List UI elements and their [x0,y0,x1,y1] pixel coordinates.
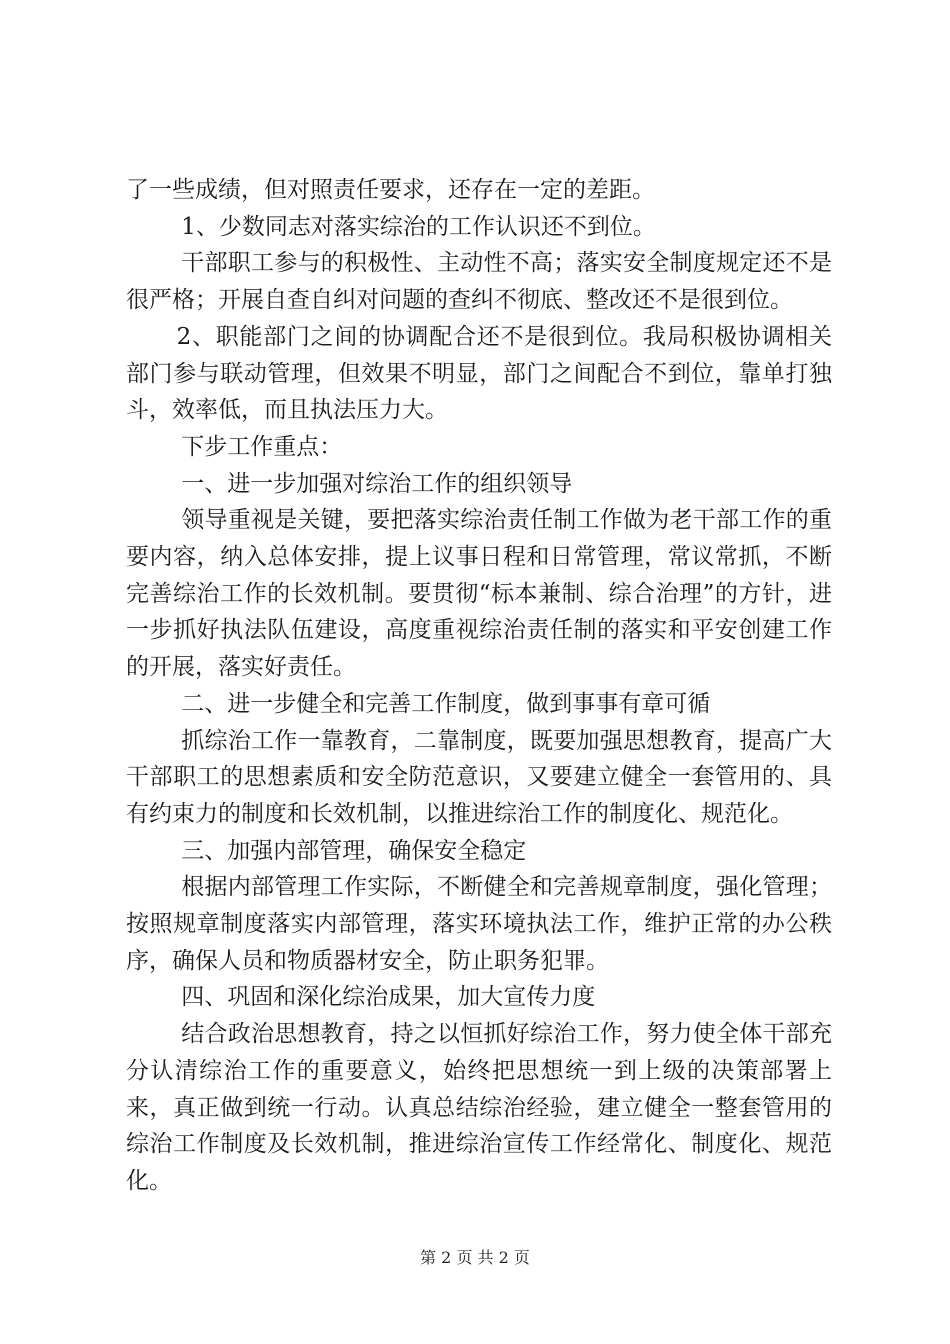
page-footer [0,1245,950,1268]
section-heading-4: 四、巩固和深化综治成果，加大宣传力度 [181,984,596,1011]
issue-heading-1: 1、少数同志对落实综治的工作认识还不到位。 [181,213,656,240]
paragraph-continuation: 了一些成绩，但对照责任要求，还存在一定的差距。 [126,177,655,203]
page-number-label: 第 2 页 共 2 页 [420,1248,530,1267]
section-heading-2: 二、进一步健全和完善工作制度，做到事事有章可循 [181,690,711,717]
section-paragraph-1: 领导重视是关键，要把落实综治责任制工作做为老干部工作的重要内容，纳入总体安排，提上议事日程和日常管理，常议常抓，不断完善综治工作的长效机制。要贯彻“标本兼制、综合治理”的方针，进一步抓好执法队伍建设，高度重视综治责任制的落实和平安创建工作的开展，落实好责任。 [126,507,832,681]
issue-heading-2: 2、职能部门之间的协调配合还不是很到位。我局积极协调相关部门参与联动管理，但效果不明显，部门之间配合不到位，靠单打独斗，效率低，而且执法压力大。 [126,323,832,424]
section-heading-1: 一、进一步加强对综治工作的组织领导 [181,470,573,497]
section-heading-3: 三、加强内部管理，确保安全稳定 [181,837,527,864]
section-paragraph-4: 结合政治思想教育，持之以恒抓好综治工作，努力使全体干部充分认清综治工作的重要意义，始终把思想统一到上级的决策部署上来，真正做到统一行动。认真总结综治经验，建立健全一整套管用的综治工作制度及长效机制，推进综治宣传工作经常化、制度化、规范化。 [126,1021,832,1194]
section-title-next-steps: 下步工作重点： [181,433,343,460]
section-paragraph-2: 抓综治工作一靠教育，二靠制度，既要加强思想教育，提高广大干部职工的思想素质和安全防范意识，又要建立健全一套管用的、具有约束力的制度和长效机制，以推进综治工作的制度化、规范化。 [126,727,832,827]
section-paragraph-3: 根据内部管理工作实际，不断健全和完善规章制度，强化管理；按照规章制度落实内部管理，落实环境执法工作，维护正常的办公秩序，确保人员和物质器材安全，防止职务犯罪。 [126,874,832,974]
document-body [126,172,832,1200]
issue-paragraph-1: 干部职工参与的积极性、主动性不高；落实安全制度规定还不是很严格；开展自查自纠对问题的查纠不彻底、整改还不是很到位。 [126,250,832,314]
